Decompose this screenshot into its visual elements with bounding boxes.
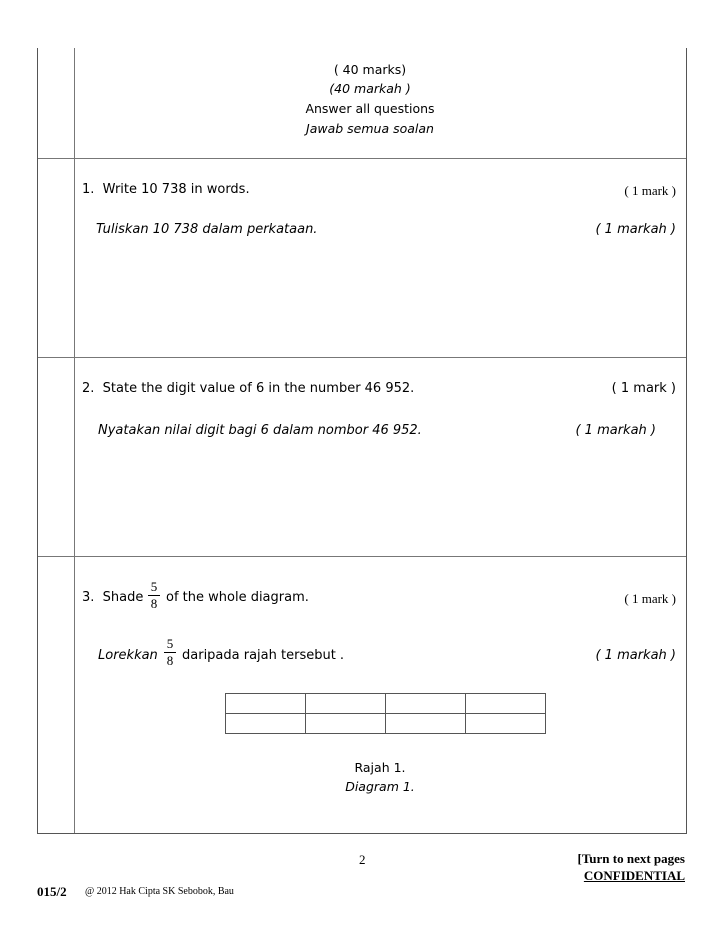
grid-cell[interactable] — [466, 714, 546, 734]
grid-cell[interactable] — [306, 714, 386, 734]
question-2-mark-en: ( 1 mark ) — [611, 381, 676, 396]
instruction-my: Jawab semua soalan — [306, 121, 434, 136]
diagram-caption-en: Diagram 1. — [345, 779, 415, 794]
question-text: Shade — [102, 590, 144, 605]
margin-rule — [74, 48, 75, 833]
question-number: 1. — [82, 182, 95, 197]
question-number: 2. — [82, 381, 95, 396]
grid-cell[interactable] — [306, 694, 386, 714]
question-2-en — [82, 381, 414, 396]
question-1-my: Tuliskan 10 738 dalam perkataan. — [96, 222, 318, 237]
fraction-numerator: 5 — [150, 579, 158, 594]
fraction-denominator: 8 — [150, 596, 158, 611]
total-marks-my: (40 markah ) — [329, 81, 411, 96]
question-1-mark-my: ( 1 markah ) — [595, 222, 676, 237]
question-3-mark-my: ( 1 markah ) — [595, 648, 676, 663]
section-divider — [38, 556, 686, 557]
question-3-en-suffix: of the whole diagram. — [166, 590, 309, 605]
instruction-en: Answer all questions — [305, 101, 435, 116]
grid-cell[interactable] — [466, 694, 546, 714]
diagram-1-grid — [225, 693, 546, 734]
fraction-five-eighths — [164, 637, 176, 668]
grid-cell[interactable] — [226, 714, 306, 734]
section-divider — [38, 357, 686, 358]
question-number: 3. — [82, 590, 95, 605]
confidential-label: CONFIDENTIAL — [583, 868, 685, 883]
paper-code: 015/2 — [37, 884, 67, 899]
section-divider — [38, 158, 686, 159]
question-2-mark-my: ( 1 markah ) — [575, 423, 656, 438]
turn-page-note: [Turn to next pages — [577, 851, 685, 866]
question-2-my: Nyatakan nilai digit bagi 6 dalam nombor 46 952. — [98, 423, 422, 438]
copyright-note: @ 2012 Hak Cipta SK Sebobok, Bau — [85, 886, 234, 897]
diagram-caption-my: Rajah 1. — [354, 760, 406, 775]
grid-cell[interactable] — [386, 694, 466, 714]
question-text: Write 10 738 in words. — [102, 182, 250, 197]
question-3-en-prefix — [82, 590, 143, 605]
question-text: State the digit value of 6 in the number 46 952. — [102, 381, 415, 396]
question-1-en — [82, 182, 250, 197]
question-3-mark-en: ( 1 mark ) — [624, 591, 676, 606]
question-3-my-prefix: Lorekkan — [98, 648, 158, 663]
page-number: 2 — [359, 852, 366, 867]
fraction-numerator: 5 — [166, 636, 174, 651]
question-3-my-suffix: daripada rajah tersebut . — [182, 648, 345, 663]
grid-cell[interactable] — [226, 694, 306, 714]
question-1-mark-en: ( 1 mark ) — [624, 183, 676, 198]
fraction-five-eighths — [148, 580, 160, 611]
total-marks-en: ( 40 marks) — [333, 62, 407, 77]
grid-cell[interactable] — [386, 714, 466, 734]
fraction-denominator: 8 — [166, 653, 174, 668]
